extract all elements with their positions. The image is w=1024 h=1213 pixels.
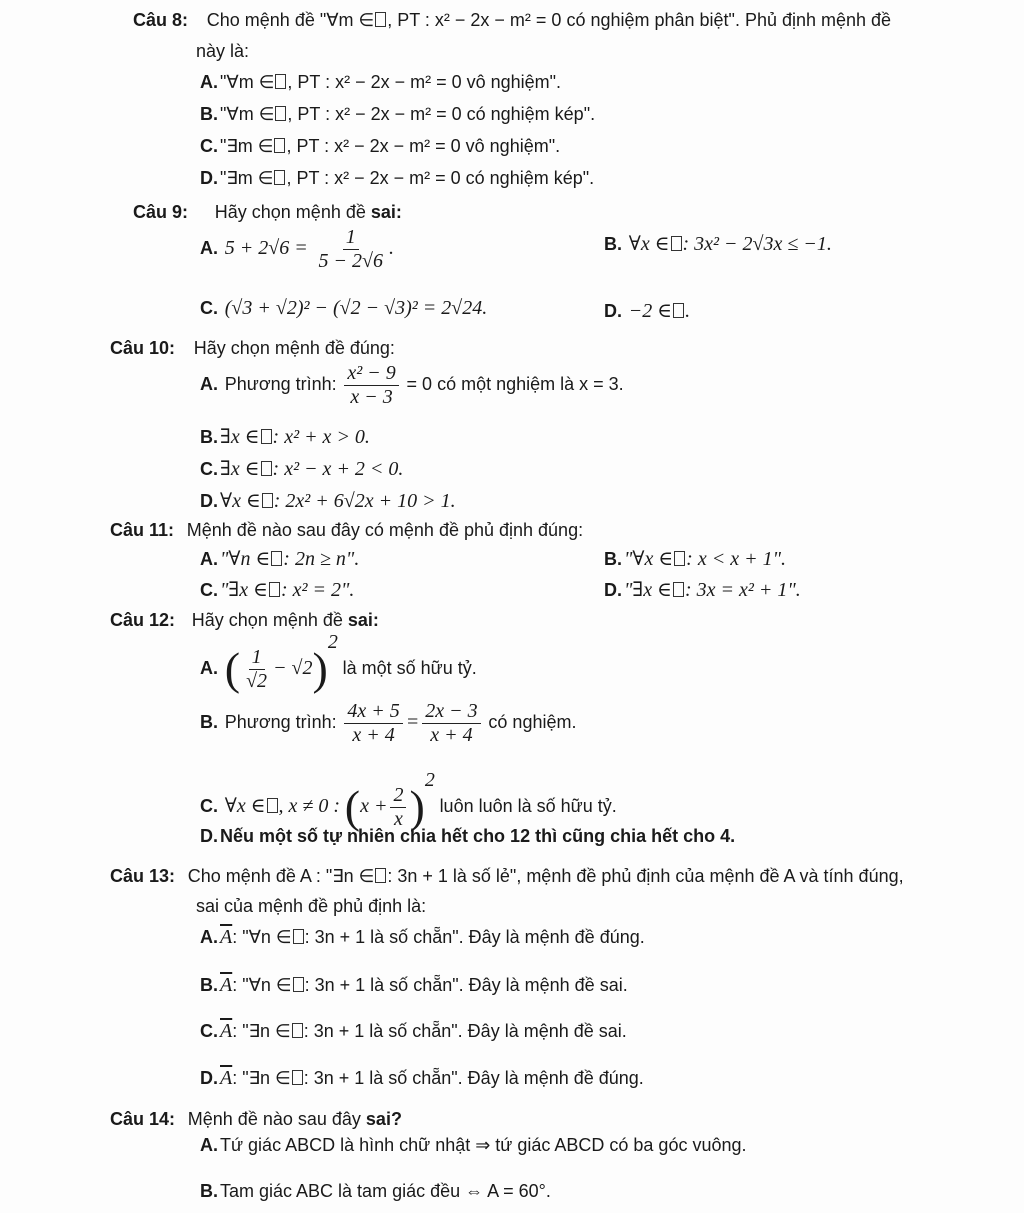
- q8-number: Câu 8:: [133, 10, 189, 30]
- fraction: $\frac{2}{x}$: [390, 784, 406, 831]
- fraction: $\frac{2x - 3}{x + 4}$: [422, 700, 480, 747]
- q9-number: Câu 9:: [133, 202, 189, 222]
- q14-option-b: B. Tam giác ABC là tam giác đều ⇔ A = 60°.: [200, 1181, 551, 1201]
- number-set-symbol: [375, 12, 386, 27]
- q8-option-a: A. "∀m ∈ , PT : x² − 2x − m² = 0 vô nghiệm".: [200, 72, 562, 92]
- q10-option-d: D. ∀x ∈ : 2x² + 6√2x + 10 > 1.: [200, 490, 456, 512]
- q8-option-b: B. "∀m ∈ , PT : x² − 2x − m² = 0 có nghiệm kép".: [200, 104, 596, 124]
- q10-option-a: A. Phương trình: $\frac{\text{x² − 9}}{x - 3}$ = 0 có một nghiệm là x = 3.: [200, 362, 624, 408]
- q12-option-d: D. Nếu một số tự nhiên chia hết cho 12 thì cũng chia hết cho 4.: [200, 826, 736, 846]
- q11-option-d: D. "∃x ∈ : 3x = x² + 1".: [604, 579, 801, 601]
- q10-number: Câu 10:: [110, 338, 176, 358]
- q9-option-c: C. (√3 + √2)² − (√2 − √3)² = 2√24.: [200, 297, 488, 319]
- q10-option-c: C. ∃x ∈ : x² − x + 2 < 0.: [200, 458, 404, 480]
- q8-text-b: , PT : x² − 2x − m² = 0 có nghiệm phân biệt". Phủ định mệnh đề: [387, 10, 892, 30]
- q8-line2: này là:: [196, 41, 250, 61]
- q8-text-a: Cho mệnh đề "∀m ∈: [206, 10, 375, 30]
- q13-option-b: B. $\overline{A}$: "∀n ∈ : 3n + 1 là số chẵn". Đây là mệnh đề sai.: [200, 974, 628, 996]
- q13-option-a: A. $\overline{A}$: "∀n ∈ : 3n + 1 là số chẵn". Đây là mệnh đề đúng.: [200, 926, 645, 948]
- q13-number: Câu 13:: [110, 866, 176, 886]
- fraction: $\frac{4x + 5}{x + 4}$: [344, 700, 402, 747]
- q11-option-a: A. "∀n ∈ : 2n ≥ n".: [200, 548, 360, 570]
- q9-option-a: A. 5 + 2√6 = $\frac{1}{5 - 2√6}$ .: [200, 226, 394, 272]
- q13-option-d: D. $\overline{A}$: "∃n ∈ : 3n + 1 là số chẵn". Đây là mệnh đề đúng.: [200, 1067, 644, 1089]
- q12-option-a: A. ( $\frac{1}{√2}$ − √2)$^2$ là một số hữu tỷ.: [200, 631, 477, 695]
- q11-option-b: B. "∀x ∈ : x < x + 1".: [604, 548, 786, 570]
- q10-option-b: B. ∃x ∈ : x² + x > 0.: [200, 426, 370, 448]
- q10-stem: Câu 10: Hãy chọn mệnh đề đúng:: [110, 338, 395, 358]
- q9-stem: Câu 9: Hãy chọn mệnh đề sai:: [133, 202, 402, 222]
- q14-number: Câu 14:: [110, 1109, 176, 1129]
- fraction: $\frac{1}{√2}$: [246, 646, 268, 693]
- q8-option-d: D. "∃m ∈ , PT : x² − 2x − m² = 0 có nghiệm kép".: [200, 168, 595, 188]
- q11-number: Câu 11:: [110, 520, 175, 540]
- q13-option-c: C. $\overline{A}$: "∃n ∈ : 3n + 1 là số chẵn". Đây là mệnh đề sai.: [200, 1020, 627, 1042]
- q14-option-a: A. Tứ giác ABCD là hình chữ nhật ⇒ tứ giác ABCD có ba góc vuông.: [200, 1135, 747, 1155]
- fraction: $\frac{\text{x² − 9}}{x - 3}$: [344, 362, 398, 409]
- q12-option-c: C. ∀x ∈ , x ≠ 0 : (x + $\frac{2}{x}$ )$^2$ luôn luôn là số hữu tỷ.: [200, 769, 617, 833]
- q11-option-c: C. "∃x ∈ : x² = 2".: [200, 579, 355, 601]
- q13-line2: sai của mệnh đề phủ định là:: [196, 896, 427, 916]
- q11-stem: Câu 11: Mệnh đề nào sau đây có mệnh đề phủ định đúng:: [110, 520, 584, 540]
- fraction: $\frac{1}{5 - 2√6}$: [318, 226, 383, 272]
- q8-option-c: C. "∃m ∈ , PT : x² − 2x − m² = 0 vô nghiệm".: [200, 136, 561, 156]
- q12-option-b: B. Phương trình: $\frac{4x + 5}{x + 4}$ = $\frac{2x - 3}{x + 4}$ có nghiệm.: [200, 700, 577, 746]
- q8-line1: [133, 10, 891, 33]
- q12-stem: Câu 12: Hãy chọn mệnh đề sai:: [110, 610, 379, 630]
- q14-stem: Câu 14: Mệnh đề nào sau đây sai?: [110, 1109, 402, 1129]
- q9-option-b: B. ∀x ∈ : 3x² − 2√3x ≤ −1.: [604, 233, 832, 255]
- q13-line1: Câu 13: Cho mệnh đề A : "∃n ∈ : 3n + 1 là số lẻ", mệnh đề phủ định của mệnh đề A và tính đúng,: [110, 866, 904, 886]
- q9-option-d: D. −2 ∈ .: [604, 300, 691, 322]
- q12-number: Câu 12:: [110, 610, 176, 630]
